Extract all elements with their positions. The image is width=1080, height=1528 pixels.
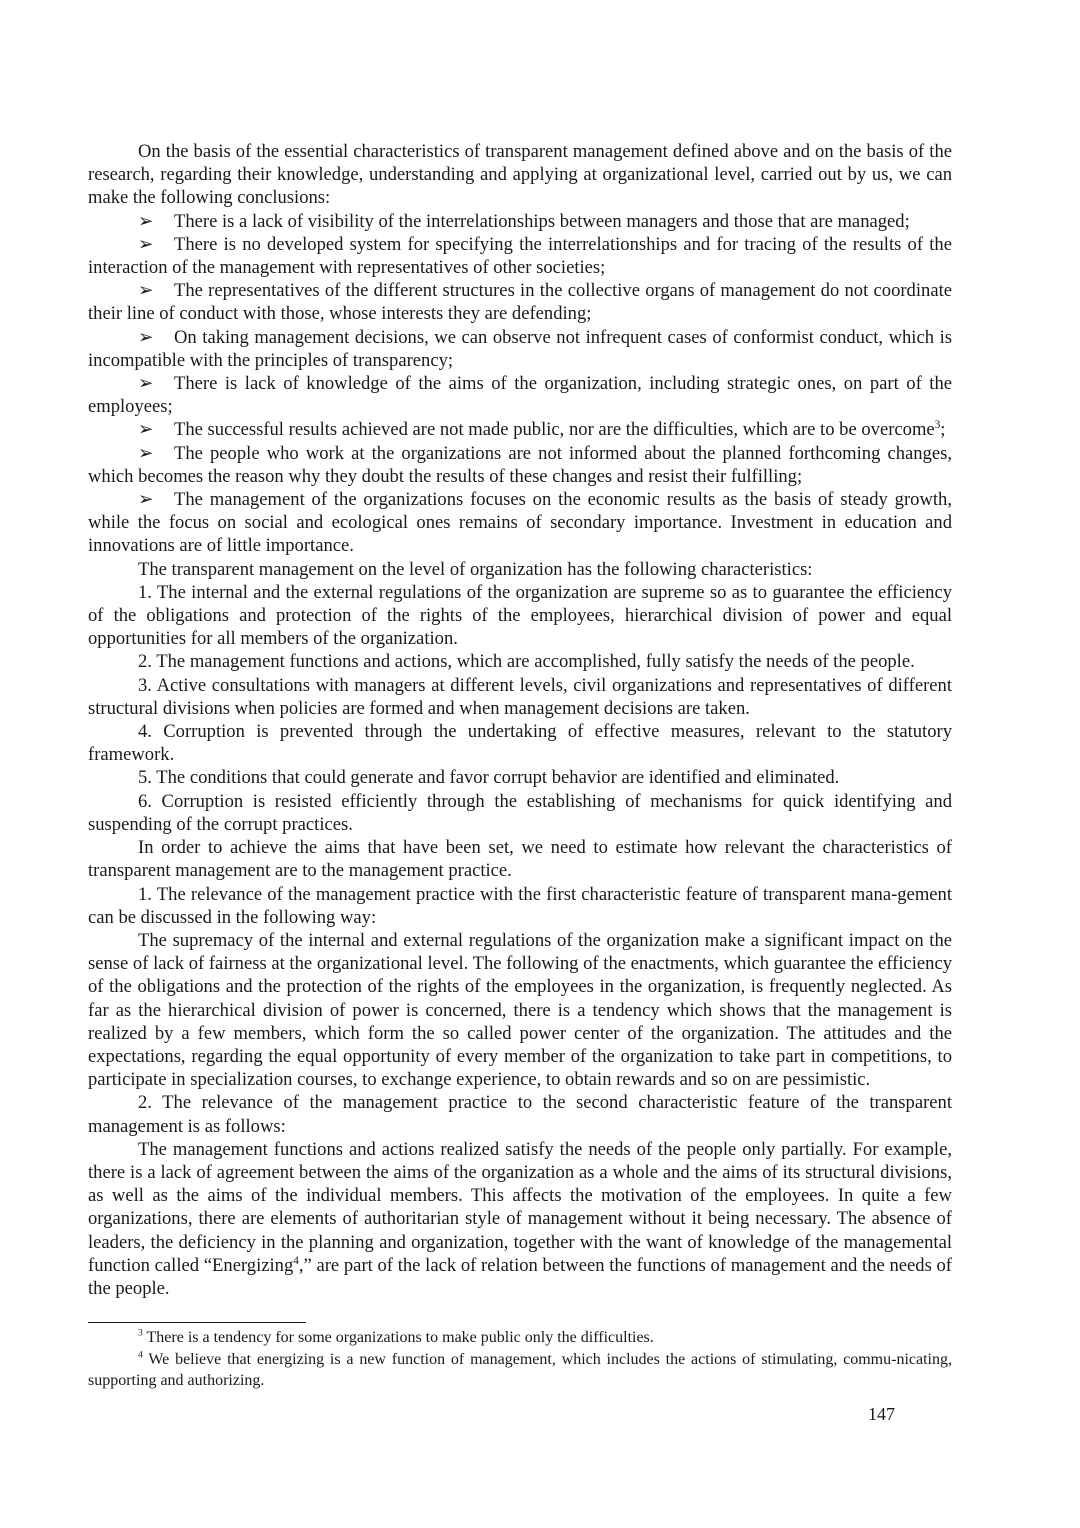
conclusion-bullet: ➢ The people who work at the organizations are not informed about the planned forthcoming changes, which becomes the reason why they doubt the results of these changes and resist their fulfilling; — [88, 442, 952, 487]
characteristic-item: 6. Corruption is resisted efficiently through the establishing of mechanisms for quick identifying and suspending of the corrupt practices. — [88, 790, 952, 835]
arrow-bullet-icon: ➢ — [138, 442, 154, 464]
footnote-ref-3: 3 — [934, 419, 941, 432]
conclusion-bullet: ➢ The representatives of the different structures in the collective organs of management do not coordinate their line of conduct with those, whose interests they are defending; — [88, 280, 952, 325]
conclusion-bullet: ➢ There is lack of knowledge of the aims of the organization, including strategic ones, on part of the employees; — [88, 373, 952, 418]
relevance-2-body: The management functions and actions realized satisfy the needs of the people only partially. For example, there is a lack of agreement between the aims of the organization as a whole and the aims of its structural divisions, as well as the aims of the individual members. This affects the motivation of the employees. In quite a few organizations, there are elements of authoritarian style of management without it being necessary. The absence of leaders, the deficiency in the planning and organization, together with the want of knowledge of the managemental function called “Energizing$^4$,” are part of the lack of relation between the functions of management and the needs of the people. — [88, 1138, 953, 1299]
relevance-2-heading: 2. The relevance of the management practice to the second characteristic feature of the transparent management is as follows: — [88, 1092, 952, 1137]
characteristic-item: 3. Active consultations with managers at different levels, civil organizations and representatives of different structural divisions when policies are formed and when management decisions are taken. — [88, 674, 952, 719]
characteristics-intro: The transparent management on the level of organization has the following characteristics: — [138, 558, 813, 580]
characteristic-item: 1. The internal and the external regulations of the organization are supreme so as to guarantee the efficiency of the obligations and protection of the rights of the employees, hierarchical division of power and equal opportunities for all members of the organization. — [88, 581, 952, 650]
footnotes — [88, 1322, 952, 1392]
characteristic-item: 2. The management functions and actions, which are accomplished, fully satisfy the needs of the people. — [138, 651, 915, 673]
intro-paragraph: On the basis of the essential characteristics of transparent management defined above and on the basis of the research, regarding their knowledge, understanding and applying at organizational level, carried out by us, we can make the following conclusions: — [88, 141, 952, 209]
arrow-bullet-icon: ➢ — [138, 210, 154, 232]
arrow-bullet-icon: ➢ — [138, 233, 154, 255]
arrow-bullet-icon: ➢ — [138, 326, 154, 348]
conclusion-bullet: ➢ The successful results achieved are not made public, nor are the difficulties, which are to be overcome$^3$; — [138, 419, 946, 441]
conclusion-bullet: ➢ There is a lack of visibility of the interrelationships between managers and those that are managed; — [138, 210, 910, 232]
page-number: 147 — [868, 1404, 895, 1424]
arrow-bullet-icon: ➢ — [138, 489, 154, 511]
relevance-1-body: The supremacy of the internal and external regulations of the organization make a significant impact on the sense of lack of fairness at the organizational level. The following of the enactments, which guarantee the efficiency of the obligations and the protection of the rights of the employees in the organization, is frequently neglected. As far as the hierarchical division of power is concerned, there is a tendency which shows that the management is realized by a few members, which form the so called power center of the organization. The attitudes and the expectations, regarding the equal opportunity of every member of the organization to take part in competitions, to participate in specialization courses, to exchange experience, to obtain rewards and so on are pessimistic. — [88, 929, 952, 1091]
footnote-ref-4: 4 — [293, 1254, 299, 1267]
footnote-4: $^4$ We believe that energizing is a new function of management, which includes the actions of stimulating, commu-nicating, supporting and authorizing. — [88, 1349, 952, 1389]
conclusion-bullet: ➢ On taking management decisions, we can observe not infrequent cases of conformist conduct, which is incompatible with the principles of transparency; — [88, 326, 952, 371]
arrow-bullet-icon: ➢ — [138, 373, 154, 395]
relevance-1-heading: 1. The relevance of the management practice with the first characteristic feature of transparent mana-gement can be discussed in the following way: — [88, 883, 952, 928]
arrow-bullet-icon: ➢ — [138, 419, 154, 441]
conclusion-bullet: ➢ There is no developed system for specifying the interrelationships and for tracing of the results of the interaction of the management with representatives of other societies; — [88, 233, 952, 279]
arrow-bullet-icon: ➢ — [138, 280, 154, 302]
footnote-3: $^3$ There is a tendency for some organizations to make public only the difficulties. — [138, 1327, 654, 1346]
main-text — [88, 140, 952, 1300]
characteristic-item: 5. The conditions that could generate and favor corrupt behavior are identified and eliminated. — [138, 767, 840, 789]
conclusion-bullet: ➢ The management of the organizations focuses on the economic results as the basis of steady growth, while the focus on social and ecological ones remains of secondary importance. Investment in education and innovations are of little importance. — [88, 489, 952, 557]
footnote-divider — [88, 1322, 306, 1323]
aims-paragraph: In order to achieve the aims that have been set, we need to estimate how relevant the characteristics of transparent management are to the management practice. — [88, 837, 952, 882]
characteristic-item: 4. Corruption is prevented through the undertaking of effective measures, relevant to the statutory framework. — [88, 721, 952, 766]
